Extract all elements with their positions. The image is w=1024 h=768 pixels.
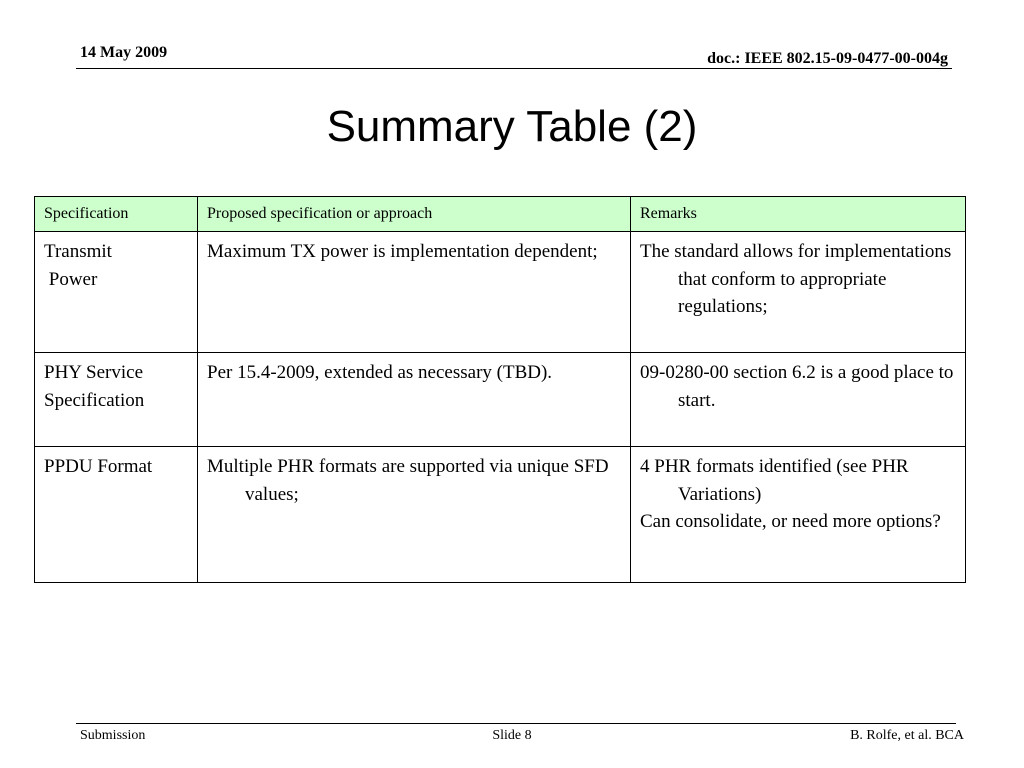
footer-slide-number: Slide 8	[492, 728, 532, 743]
cell-remarks	[631, 353, 966, 447]
cell-specification	[35, 232, 198, 353]
cell-remarks	[631, 232, 966, 353]
cell-paragraph: Multiple PHR formats are supported via unique SFD values;	[207, 456, 609, 505]
cell-paragraph: Per 15.4-2009, extended as necessary (TBD).	[207, 362, 553, 383]
cell-paragraph: Can consolidate, or need more options?	[640, 511, 941, 532]
cell-line: PPDU Format	[44, 456, 153, 477]
header-doc-id: doc.: IEEE 802.15-09-0477-00-004g	[707, 50, 948, 67]
footer-rule	[76, 723, 956, 724]
summary-table	[34, 196, 966, 583]
cell-remarks	[631, 447, 966, 583]
cell-paragraph: 4 PHR formats identified (see PHR Variations)	[640, 456, 909, 505]
footer-authors: B. Rolfe, et al. BCA	[850, 728, 964, 743]
cell-approach	[198, 353, 631, 447]
header-rule	[76, 68, 952, 69]
footer-submission: Submission	[80, 728, 146, 743]
cell-paragraph: The standard allows for implementations that conform to appropriate regulations;	[640, 241, 952, 317]
slide-title: Summary Table (2)	[326, 102, 698, 151]
header-specification: Specification	[35, 197, 198, 232]
header-date: 14 May 2009	[80, 44, 168, 61]
header-approach: Proposed specification or approach	[198, 197, 631, 232]
cell-paragraph: 09-0280-00 section 6.2 is a good place to start.	[640, 362, 954, 411]
table-header-row	[35, 197, 966, 232]
cell-approach	[198, 232, 631, 353]
cell-paragraph: Maximum TX power is implementation dependent;	[207, 241, 598, 262]
cell-line: PHY Service	[44, 362, 144, 383]
cell-approach	[198, 447, 631, 583]
cell-specification	[35, 353, 198, 447]
cell-line: Specification	[44, 389, 145, 411]
table-row	[35, 353, 966, 447]
cell-line: Power	[44, 268, 98, 290]
table-row	[35, 232, 966, 353]
cell-line: Transmit	[44, 241, 112, 262]
table-row	[35, 447, 966, 583]
cell-specification	[35, 447, 198, 583]
header-remarks: Remarks	[631, 197, 966, 232]
